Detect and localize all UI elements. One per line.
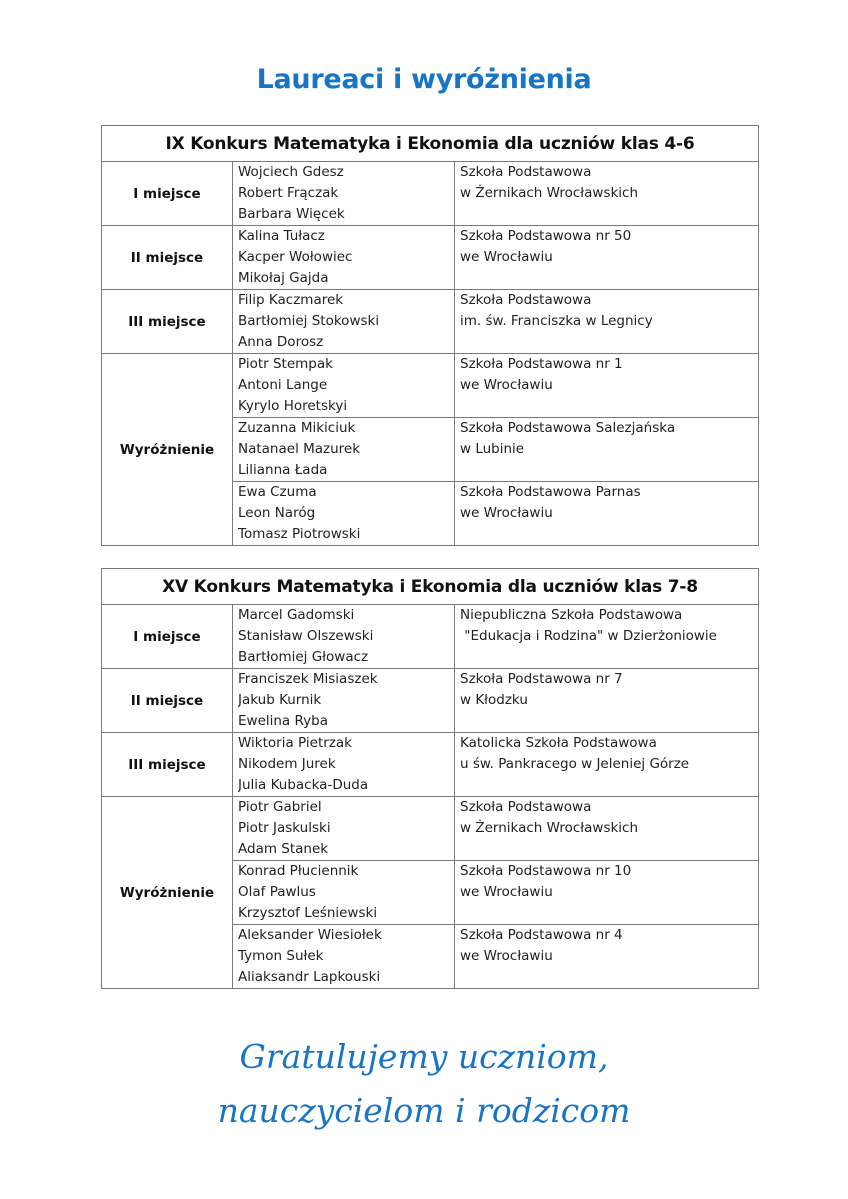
table-row xyxy=(102,669,759,733)
student-name: Kalina Tułacz xyxy=(238,228,325,244)
school-name xyxy=(455,418,759,482)
student-name: Anna Dorosz xyxy=(238,334,324,350)
school-line: Katolicka Szkoła Podstawowa xyxy=(460,735,657,751)
school-name xyxy=(455,162,759,226)
student-name: Nikodem Jurek xyxy=(238,756,336,772)
student-name: Leon Naróg xyxy=(238,505,316,521)
student-name: Kacper Wołowiec xyxy=(238,249,353,265)
student-name: Piotr Gabriel xyxy=(238,799,322,815)
student-names xyxy=(233,226,455,290)
student-name: Aleksander Wiesiołek xyxy=(238,927,382,943)
school-name xyxy=(455,482,759,546)
table-row xyxy=(102,226,759,290)
student-names xyxy=(233,797,455,861)
student-name: Julia Kubacka-Duda xyxy=(238,777,369,793)
student-name: Kyrylo Horetskyi xyxy=(238,398,348,414)
place-label: Wyróżnienie xyxy=(102,797,233,989)
school-line: Szkoła Podstawowa nr 7 xyxy=(460,671,623,687)
school-line: im. św. Franciszka w Legnicy xyxy=(460,313,653,329)
student-name: Olaf Pawlus xyxy=(238,884,316,900)
school-line: we Wrocławiu xyxy=(460,884,553,900)
student-name: Konrad Płuciennik xyxy=(238,863,359,879)
school-name xyxy=(455,354,759,418)
school-name xyxy=(455,226,759,290)
school-line: w Lubinie xyxy=(460,441,525,457)
contest-heading: IX Konkurs Matematyka i Ekonomia dla uczniów klas 4-6 xyxy=(102,126,759,162)
student-name: Lilianna Łada xyxy=(238,462,328,478)
school-line: Szkoła Podstawowa Parnas xyxy=(460,484,641,500)
school-line: Szkoła Podstawowa nr 4 xyxy=(460,927,623,943)
school-line: Szkoła Podstawowa xyxy=(460,292,592,308)
student-name: Krzysztof Leśniewski xyxy=(238,905,378,921)
page-title: Laureaci i wyróżnienia xyxy=(256,64,592,95)
school-name xyxy=(455,290,759,354)
school-line: u św. Pankracego w Jeleniej Górze xyxy=(460,756,690,772)
student-names xyxy=(233,925,455,989)
table-row xyxy=(102,354,759,418)
student-names xyxy=(233,861,455,925)
student-name: Wojciech Gdesz xyxy=(238,164,344,180)
school-line: we Wrocławiu xyxy=(460,948,553,964)
school-line: w Kłodzku xyxy=(460,692,528,708)
student-name: Barbara Więcek xyxy=(238,206,345,222)
contest-table-4-6 xyxy=(101,125,759,546)
place-label: Wyróżnienie xyxy=(102,354,233,546)
school-line: Szkoła Podstawowa xyxy=(460,164,592,180)
table-row xyxy=(102,797,759,861)
school-line: Szkoła Podstawowa nr 1 xyxy=(460,356,623,372)
place-label: I miejsce xyxy=(102,162,233,226)
student-name: Mikołaj Gajda xyxy=(238,270,329,286)
student-name: Franciszek Misiaszek xyxy=(238,671,378,687)
student-name: Stanisław Olszewski xyxy=(238,628,374,644)
student-names xyxy=(233,733,455,797)
place-label: II miejsce xyxy=(102,669,233,733)
student-names xyxy=(233,605,455,669)
congratulations-line-2: nauczycielom i rodzicom xyxy=(217,1091,631,1130)
place-label: II miejsce xyxy=(102,226,233,290)
school-line: we Wrocławiu xyxy=(460,377,553,393)
congratulations-line-1: Gratulujemy uczniom, xyxy=(239,1037,609,1076)
student-names xyxy=(233,482,455,546)
contest-heading: XV Konkurs Matematyka i Ekonomia dla uczniów klas 7-8 xyxy=(102,569,759,605)
student-name: Antoni Lange xyxy=(238,377,328,393)
table-row xyxy=(102,605,759,669)
table-row xyxy=(102,290,759,354)
school-line: w Żernikach Wrocławskich xyxy=(460,820,639,836)
table-row xyxy=(102,733,759,797)
student-name: Tomasz Piotrowski xyxy=(238,526,361,542)
student-name: Piotr Jaskulski xyxy=(238,820,331,836)
student-name: Natanael Mazurek xyxy=(238,441,361,457)
school-line: "Edukacja i Rodzina" w Dzierżoniowie xyxy=(460,628,717,644)
school-line: Szkoła Podstawowa nr 50 xyxy=(460,228,632,244)
student-name: Bartłomiej Stokowski xyxy=(238,313,380,329)
school-line: we Wrocławiu xyxy=(460,505,553,521)
school-name xyxy=(455,733,759,797)
contest-table-7-8 xyxy=(101,568,759,989)
school-line: w Żernikach Wrocławskich xyxy=(460,185,639,201)
school-line: Szkoła Podstawowa xyxy=(460,799,592,815)
school-name xyxy=(455,797,759,861)
student-name: Piotr Stempak xyxy=(238,356,333,372)
contest-body xyxy=(102,605,759,989)
school-line: Niepubliczna Szkoła Podstawowa xyxy=(460,607,683,623)
contest-body xyxy=(102,162,759,546)
student-name: Robert Frączak xyxy=(238,185,339,201)
table-row xyxy=(102,162,759,226)
student-name: Bartłomiej Głowacz xyxy=(238,649,369,665)
place-label: III miejsce xyxy=(102,290,233,354)
student-names xyxy=(233,162,455,226)
school-name xyxy=(455,925,759,989)
place-label: III miejsce xyxy=(102,733,233,797)
school-name xyxy=(455,861,759,925)
student-name: Ewa Czuma xyxy=(238,484,317,500)
student-names xyxy=(233,418,455,482)
student-name: Adam Stanek xyxy=(238,841,329,857)
student-name: Marcel Gadomski xyxy=(238,607,355,623)
student-name: Tymon Sułek xyxy=(238,948,324,964)
school-line: we Wrocławiu xyxy=(460,249,553,265)
student-name: Zuzanna Mikiciuk xyxy=(238,420,356,436)
student-name: Jakub Kurnik xyxy=(238,692,322,708)
student-names xyxy=(233,669,455,733)
school-line: Szkoła Podstawowa nr 10 xyxy=(460,863,632,879)
place-label: I miejsce xyxy=(102,605,233,669)
student-name: Filip Kaczmarek xyxy=(238,292,344,308)
school-line: Szkoła Podstawowa Salezjańska xyxy=(460,420,676,436)
student-name: Wiktoria Pietrzak xyxy=(238,735,352,751)
school-name xyxy=(455,605,759,669)
student-names xyxy=(233,354,455,418)
student-names xyxy=(233,290,455,354)
student-name: Ewelina Ryba xyxy=(238,713,328,729)
school-name xyxy=(455,669,759,733)
student-name: Aliaksandr Lapkouski xyxy=(238,969,381,985)
